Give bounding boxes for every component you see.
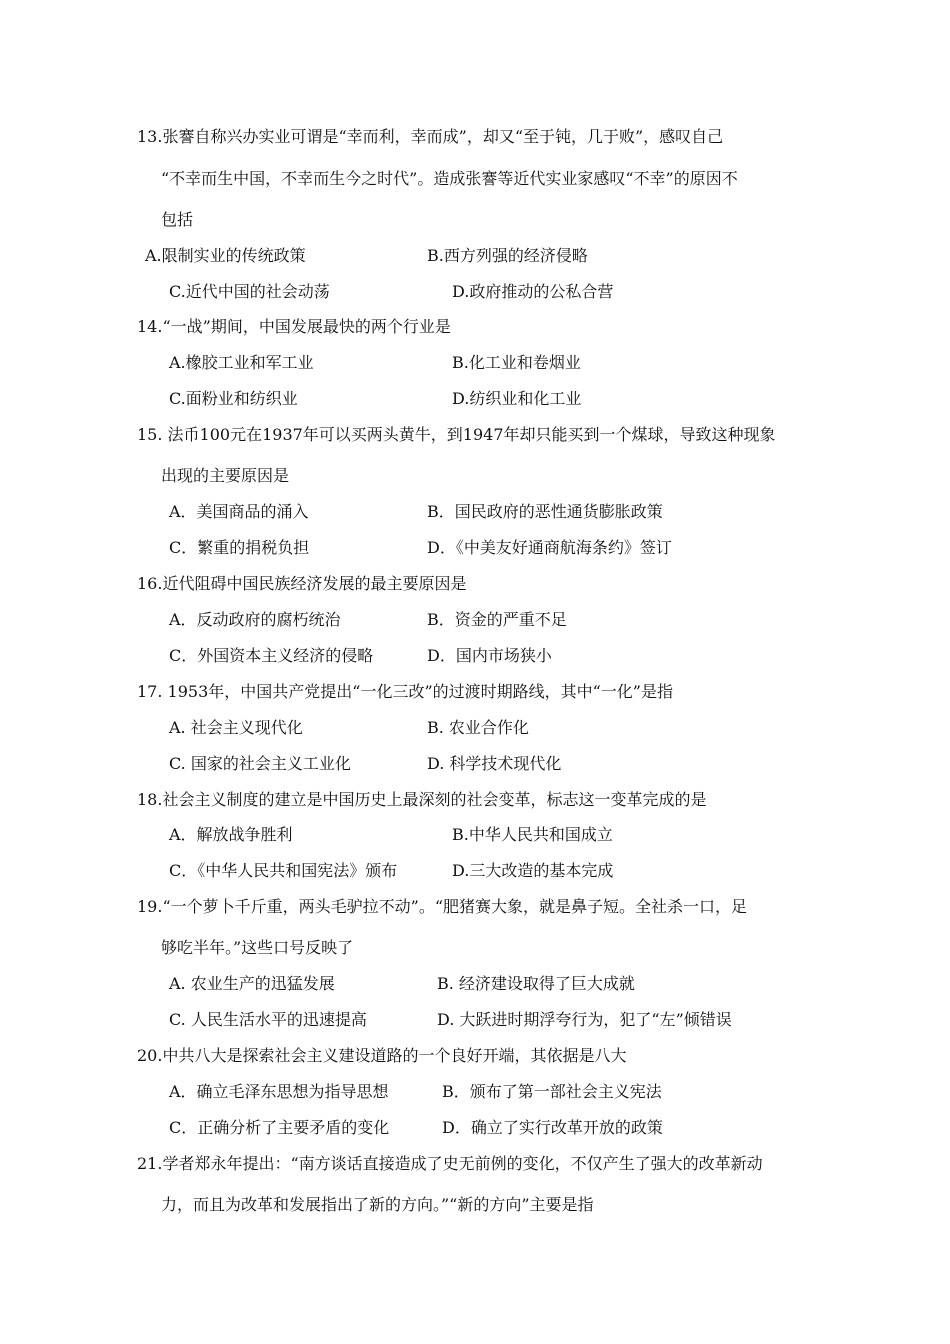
question-15-line-1 bbox=[137, 425, 776, 445]
question-number: 20. bbox=[137, 1046, 163, 1065]
question-14-option-b: B.化工业和卷烟业 bbox=[452, 353, 581, 372]
question-stem: “一战”期间，中国发展最快的两个行业是 bbox=[162, 317, 451, 336]
question-13-option-d: D.政府推动的公私合营 bbox=[452, 282, 614, 301]
question-13-line-2: “不幸而生中国，不幸而生今之时代”。造成张謇等近代实业家感叹“不幸”的原因不 bbox=[161, 169, 738, 188]
question-20-option-b: B．颁布了第一部社会主义宪法 bbox=[442, 1082, 662, 1101]
question-stem: 张謇自称兴办实业可谓是“幸而利，幸而成”，却又“至于钝，几于败”，感叹自己 bbox=[162, 127, 724, 146]
question-16-line-1 bbox=[137, 574, 466, 594]
question-number: 21. bbox=[137, 1154, 163, 1173]
question-stem: 学者郑永年提出：“南方谈话直接造成了史无前例的变化，不仅产生了强大的改革新动 bbox=[162, 1154, 763, 1173]
question-13-line-3: 包括 bbox=[161, 210, 194, 229]
question-19-line-2: 够吃半年。”这些口号反映了 bbox=[161, 938, 354, 957]
question-14-option-a: A.橡胶工业和军工业 bbox=[169, 353, 314, 372]
question-18-option-a: A．解放战争胜利 bbox=[169, 825, 293, 844]
question-stem: 1953年，中国共产党提出“一化三改”的过渡时期路线，其中“一化”是指 bbox=[167, 682, 673, 701]
question-17-option-c: C. 国家的社会主义工业化 bbox=[169, 754, 351, 773]
question-14-option-d: D.纺织业和化工业 bbox=[452, 389, 582, 408]
question-number: 14. bbox=[137, 317, 163, 336]
question-16-option-a: A．反动政府的腐朽统治 bbox=[169, 610, 341, 629]
question-stem: 法币100元在1937年可以买两头黄牛，到1947年却只能买到一个煤球，导致这种现象 bbox=[167, 425, 776, 444]
question-21-line-1 bbox=[137, 1154, 763, 1174]
question-17-line-1 bbox=[137, 682, 673, 702]
question-13-option-b: B.西方列强的经济侵略 bbox=[427, 246, 588, 265]
question-20-option-a: A．确立毛泽东思想为指导思想 bbox=[169, 1082, 389, 1101]
question-19-option-c: C. 人民生活水平的迅速提高 bbox=[169, 1010, 367, 1029]
question-stem: 社会主义制度的建立是中国历史上最深刻的社会变革，标志这一变革完成的是 bbox=[162, 790, 707, 809]
question-17-option-d: D. 科学技术现代化 bbox=[427, 754, 562, 773]
question-18-line-1 bbox=[137, 790, 706, 810]
question-20-option-c: C．正确分析了主要矛盾的变化 bbox=[169, 1118, 390, 1137]
question-14-option-c: C.面粉业和纺织业 bbox=[169, 389, 298, 408]
question-19-option-b: B. 经济建设取得了巨大成就 bbox=[437, 974, 635, 993]
question-number: 19. bbox=[137, 897, 163, 916]
question-20-line-1 bbox=[137, 1046, 626, 1066]
question-18-option-c: C．《中华人民共和国宪法》颁布 bbox=[169, 861, 398, 880]
question-15-option-c: C．繁重的捐税负担 bbox=[169, 538, 310, 557]
question-15-option-d: D．《中美友好通商航海条约》签订 bbox=[427, 538, 672, 557]
question-19-line-1 bbox=[137, 897, 747, 917]
question-19-option-a: A. 农业生产的迅猛发展 bbox=[169, 974, 335, 993]
question-stem: “一个萝卜千斤重，两头毛驴拉不动”。“肥猪赛大象，就是鼻子短。全社杀一口，足 bbox=[162, 897, 747, 916]
question-number: 18. bbox=[137, 790, 163, 809]
question-18-option-b: B.中华人民共和国成立 bbox=[452, 825, 613, 844]
question-13-option-a: A.限制实业的传统政策 bbox=[145, 246, 306, 265]
question-number: 17. bbox=[137, 682, 163, 701]
question-16-option-c: C．外国资本主义经济的侵略 bbox=[169, 646, 374, 665]
question-17-option-a: A. 社会主义现代化 bbox=[169, 718, 303, 737]
question-15-line-2: 出现的主要原因是 bbox=[161, 466, 290, 485]
question-15-option-a: A．美国商品的涌入 bbox=[169, 502, 309, 521]
question-number: 13. bbox=[137, 127, 163, 146]
question-stem: 中共八大是探索社会主义建设道路的一个良好开端，其依据是八大 bbox=[162, 1046, 627, 1065]
question-21-line-2: 力，而且为改革和发展指出了新的方向。”“新的方向”主要是指 bbox=[161, 1195, 594, 1214]
question-18-option-d: D.三大改造的基本完成 bbox=[452, 861, 614, 880]
question-20-option-d: D．确立了实行改革开放的政策 bbox=[442, 1118, 663, 1137]
question-16-option-b: B．资金的严重不足 bbox=[427, 610, 567, 629]
question-stem: 近代阻碍中国民族经济发展的最主要原因是 bbox=[162, 574, 467, 593]
question-16-option-d: D．国内市场狭小 bbox=[427, 646, 552, 665]
question-number: 16. bbox=[137, 574, 163, 593]
question-17-option-b: B. 农业合作化 bbox=[427, 718, 529, 737]
question-13-option-c: C.近代中国的社会动荡 bbox=[169, 282, 330, 301]
question-number: 15. bbox=[137, 425, 163, 444]
question-19-option-d: D. 大跃进时期浮夸行为，犯了“左”倾错误 bbox=[437, 1010, 732, 1029]
question-13-line-1 bbox=[137, 127, 723, 147]
question-15-option-b: B．国民政府的恶性通货膨胀政策 bbox=[427, 502, 663, 521]
question-14-line-1 bbox=[137, 317, 451, 337]
